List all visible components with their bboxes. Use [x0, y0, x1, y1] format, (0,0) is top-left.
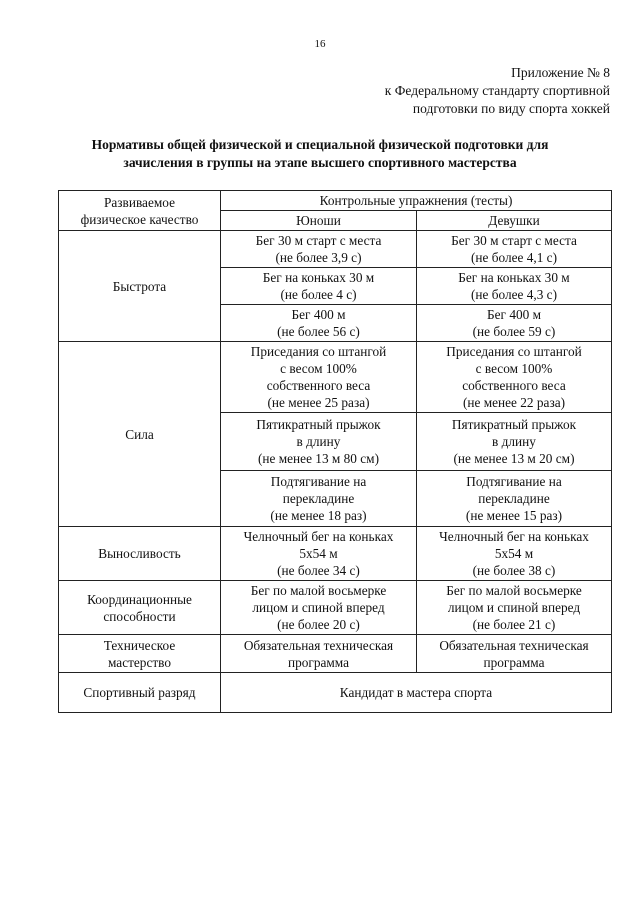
quality-cell: Сила — [59, 342, 221, 527]
norms-table — [58, 190, 612, 713]
girls-norm-cell: Обязательная техническая программа — [417, 635, 612, 673]
table-row — [59, 527, 612, 581]
appendix-line-2: к Федеральному стандарту спортивной — [384, 83, 610, 98]
header-girls: Девушки — [417, 211, 612, 231]
rank-label-cell: Спортивный разряд — [59, 673, 221, 713]
table-row — [59, 673, 612, 713]
table-row — [59, 635, 612, 673]
quality-cell: Быстрота — [59, 231, 221, 342]
document-title — [30, 136, 610, 172]
header-quality: Развиваемое физическое качество — [59, 191, 221, 231]
appendix-line-3: подготовки по виду спорта хоккей — [412, 101, 610, 116]
title-line-1: Нормативы общей физической и специальной физической подготовки для — [91, 137, 549, 152]
girls-norm-cell: Бег 400 м (не более 59 с) — [417, 305, 612, 342]
girls-norm-cell: Бег по малой восьмерке лицом и спиной вперед (не более 21 с) — [417, 581, 612, 635]
boys-norm-cell: Бег на коньках 30 м (не более 4 с) — [221, 268, 417, 305]
girls-norm-cell: Бег на коньках 30 м (не более 4,3 с) — [417, 268, 612, 305]
boys-norm-cell: Обязательная техническая программа — [221, 635, 417, 673]
table-row — [59, 231, 612, 268]
header-tests: Контрольные упражнения (тесты) — [221, 191, 612, 211]
quality-cell: Координационные способности — [59, 581, 221, 635]
appendix-line-1: Приложение № 8 — [511, 65, 610, 80]
girls-norm-cell: Подтягивание на перекладине (не менее 15 раз) — [417, 471, 612, 527]
page-number: 16 — [314, 38, 326, 50]
boys-norm-cell: Приседания со штангой с весом 100% собственного веса (не менее 25 раза) — [221, 342, 417, 413]
quality-cell: Техническое мастерство — [59, 635, 221, 673]
girls-norm-cell: Приседания со штангой с весом 100% собственного веса (не менее 22 раза) — [417, 342, 612, 413]
boys-norm-cell: Бег 30 м старт с места (не более 3,9 с) — [221, 231, 417, 268]
rank-value-cell: Кандидат в мастера спорта — [221, 673, 612, 713]
table-row — [59, 342, 612, 413]
boys-norm-cell: Челночный бег на коньках 5х54 м (не более 34 с) — [221, 527, 417, 581]
boys-norm-cell: Подтягивание на перекладине (не менее 18 раз) — [221, 471, 417, 527]
title-line-2: зачисления в группы на этапе высшего спортивного мастерства — [123, 155, 517, 170]
boys-norm-cell: Пятикратный прыжок в длину (не менее 13 м 80 см) — [221, 413, 417, 471]
girls-norm-cell: Пятикратный прыжок в длину (не менее 13 м 20 см) — [417, 413, 612, 471]
quality-cell: Выносливость — [59, 527, 221, 581]
girls-norm-cell: Бег 30 м старт с места (не более 4,1 с) — [417, 231, 612, 268]
girls-norm-cell: Челночный бег на коньках 5х54 м (не более 38 с) — [417, 527, 612, 581]
appendix-header — [385, 64, 610, 118]
header-boys: Юноши — [221, 211, 417, 231]
table-row — [59, 581, 612, 635]
boys-norm-cell: Бег 400 м (не более 56 с) — [221, 305, 417, 342]
boys-norm-cell: Бег по малой восьмерке лицом и спиной вперед (не более 20 с) — [221, 581, 417, 635]
